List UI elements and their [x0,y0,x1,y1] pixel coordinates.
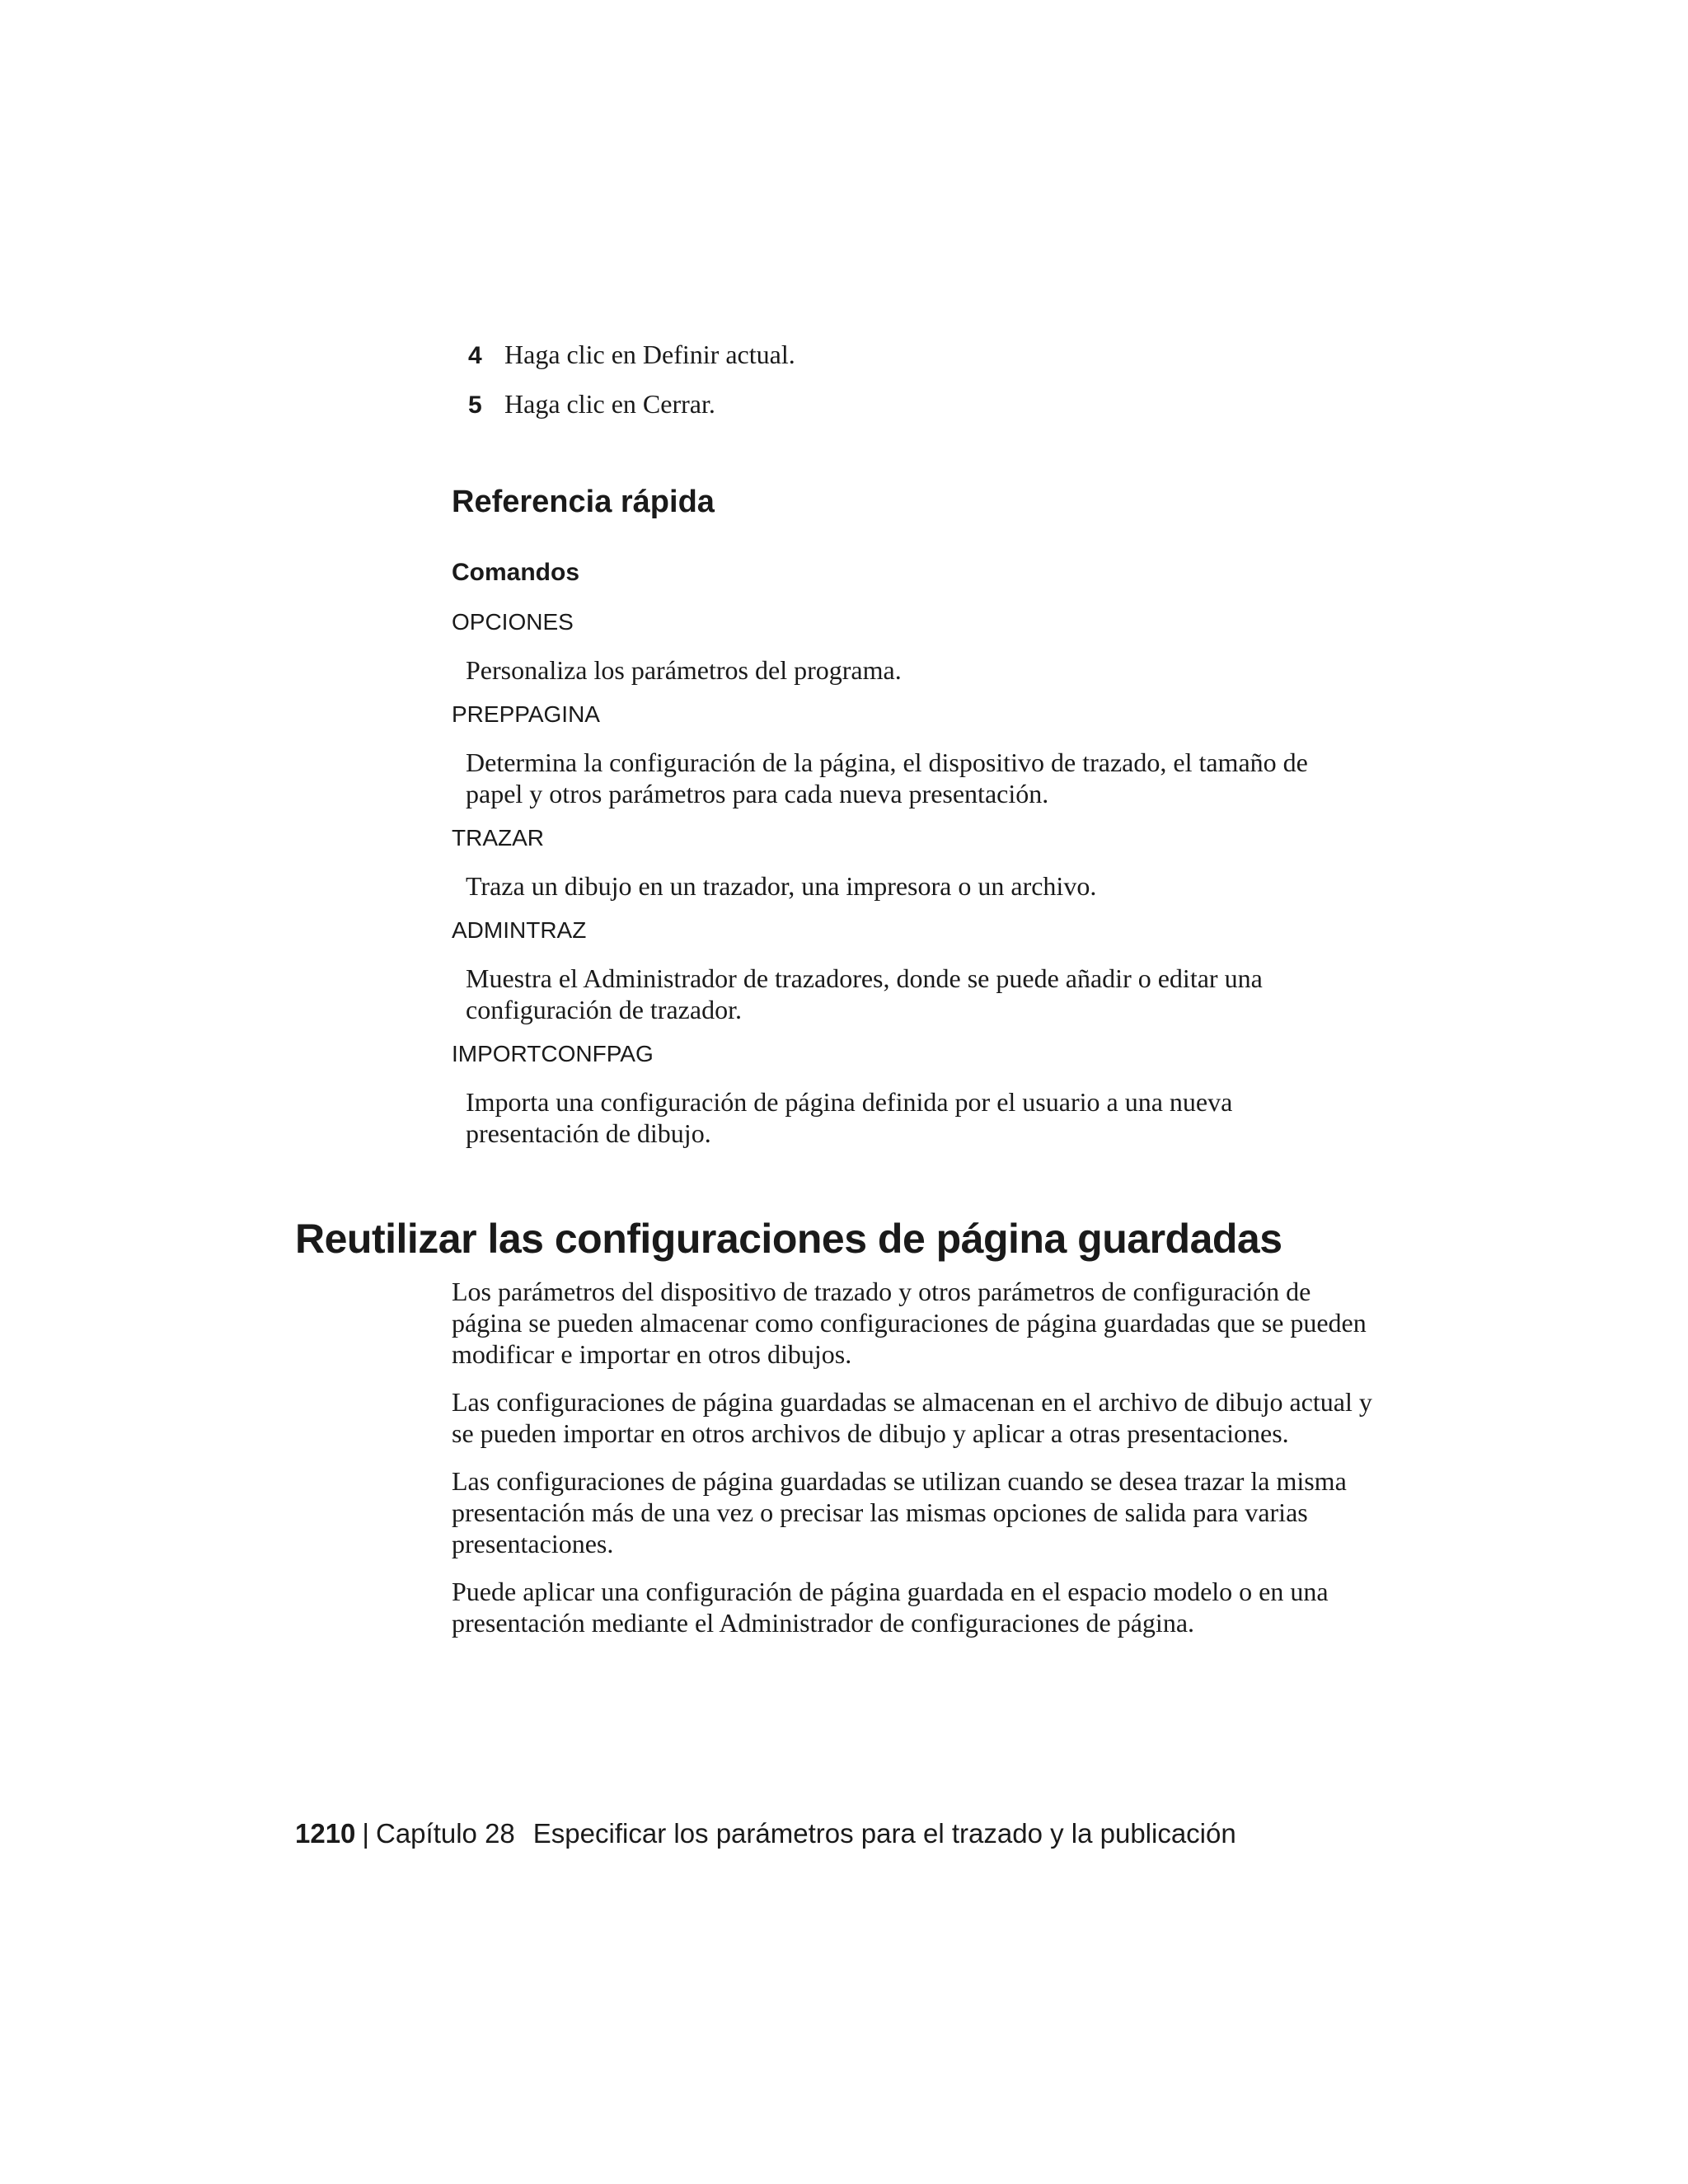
command-description: Muestra el Administrador de trazadores, donde se puede añadir o editar una configuración de trazador. [466,963,1263,1024]
page-number: 1210 [295,1818,356,1849]
command-entry [452,823,1375,902]
command-entry [452,607,1375,686]
command-description: Personaliza los parámetros del programa. [466,655,902,685]
command-name: ADMINTRAZ [452,917,587,943]
step-text: Haga clic en Definir actual. [504,340,795,369]
footer-separator: | [362,1818,369,1849]
section-heading: Reutilizar las configuraciones de página guardadas [295,1216,1282,1262]
command-entry [452,915,1375,1025]
step-text: Haga clic en Cerrar. [504,389,715,419]
commands-heading: Comandos [452,559,580,586]
body-paragraph: Las configuraciones de página guardadas se almacenan en el archivo de dibujo actual y se pueden importar en otros archivos de dibujo y aplicar a otras presentaciones. [452,1387,1372,1448]
command-name: PREPPAGINA [452,701,600,727]
command-name: TRAZAR [452,825,544,851]
numbered-steps [468,340,1375,438]
command-description: Traza un dibujo en un trazador, una impresora o un archivo. [466,871,1097,901]
body-paragraph: Puede aplicar una configuración de página guardada en el espacio modelo o en una presentación mediante el Administrador de configuraciones de página. [452,1577,1329,1638]
page-footer [295,1818,1236,1849]
body-paragraph: Las configuraciones de página guardadas se utilizan cuando se desea trazar la misma presentación más de una vez o precisar las mismas opciones de salida para varias presentaciones. [452,1466,1347,1558]
chapter-label: Capítulo 28 [376,1818,515,1849]
command-entry [452,1038,1375,1149]
step-item [468,340,1375,389]
command-name: OPCIONES [452,609,574,635]
section-body [452,1276,1375,1655]
command-description: Determina la configuración de la página, el dispositivo de trazado, el tamaño de papel y otros parámetros para cada nueva presentación. [466,748,1308,808]
step-number: 5 [468,391,482,419]
quick-reference-heading: Referencia rápida [452,485,715,519]
command-entry [452,699,1375,809]
step-item [468,389,1375,438]
command-description: Importa una configuración de página definida por el usuario a una nueva presentación de dibujo. [466,1087,1233,1148]
command-list [452,607,1375,1162]
body-paragraph: Los parámetros del dispositivo de trazado y otros parámetros de configuración de página se pueden almacenar como configuraciones de página guardadas que se pueden modificar e importar en otros dibujos. [452,1277,1367,1369]
command-name: IMPORTCONFPAG [452,1041,654,1066]
step-number: 4 [468,342,482,369]
chapter-title: Especificar los parámetros para el trazado y la publicación [532,1818,1236,1849]
